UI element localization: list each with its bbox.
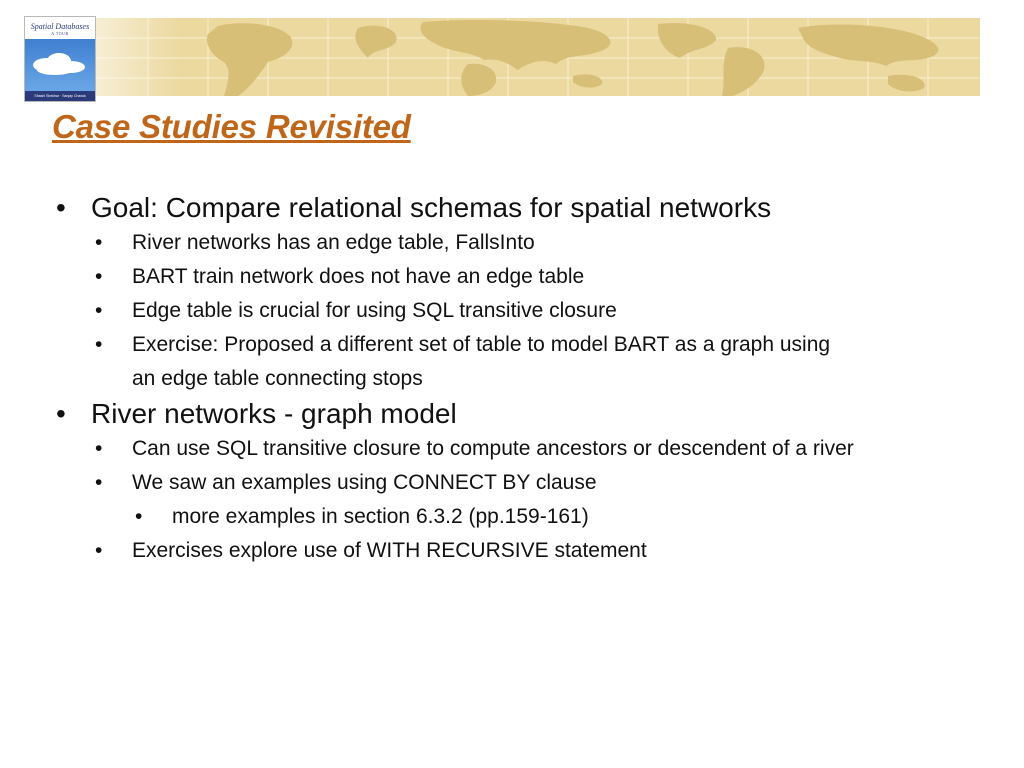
sub-bullet-item <box>0 294 1024 328</box>
bullet-glyph: • <box>95 231 103 254</box>
cover-subtitle: A TOUR <box>51 31 69 36</box>
bullet-text: River networks - graph model <box>91 398 457 429</box>
sub-sub-bullet-text: more examples in section 6.3.2 (pp.159-161) <box>172 505 589 528</box>
cover-authors: Shashi Shekhar · Sanjay Chawla <box>34 94 86 98</box>
cover-title: Spatial Databases <box>30 22 90 31</box>
sub-bullet-item <box>0 466 1024 500</box>
header-map-banner <box>28 18 980 96</box>
sub-bullet-text: We saw an examples using CONNECT BY clause <box>132 471 597 494</box>
bullet-item <box>0 396 1024 432</box>
slide-title: Case Studies Revisited <box>52 108 411 145</box>
sub-bullet-item <box>0 534 1024 568</box>
bullet-glyph: • <box>56 192 66 223</box>
sub-bullet-text: Exercise: Proposed a different set of table to model BART as a graph using <box>132 333 831 356</box>
bullet-text: Goal: Compare relational schemas for spatial networks <box>91 192 772 223</box>
sub-bullet-continuation <box>0 362 1024 396</box>
sub-bullet-item <box>0 328 1024 362</box>
bullet-glyph: • <box>135 505 143 528</box>
world-map-graphic <box>28 18 980 96</box>
bullet-glyph: • <box>95 299 103 322</box>
sub-bullet-text: Can use SQL transitive closure to compute ancestors or descendent of a river <box>132 437 854 460</box>
bullet-glyph: • <box>56 398 66 429</box>
sub-bullet-text: Edge table is crucial for using SQL transitive closure <box>132 299 617 322</box>
sub-bullet-item <box>0 432 1024 466</box>
sub-bullet-text: River networks has an edge table, FallsInto <box>132 231 535 254</box>
bullet-glyph: • <box>95 539 103 562</box>
sub-bullet-text: BART train network does not have an edge table <box>132 265 585 288</box>
sub-bullet-item <box>0 226 1024 260</box>
bullet-glyph: • <box>95 265 103 288</box>
bullet-glyph: • <box>95 333 103 356</box>
sub-bullet-text: Exercises explore use of WITH RECURSIVE statement <box>132 539 647 562</box>
bullet-glyph: • <box>95 471 103 494</box>
sub-bullet-text: an edge table connecting stops <box>132 367 423 390</box>
book-cover-thumbnail <box>24 16 96 102</box>
sub-bullet-item <box>0 260 1024 294</box>
slide-body <box>0 190 1024 568</box>
bullet-item <box>0 190 1024 226</box>
bullet-glyph: • <box>95 437 103 460</box>
sub-sub-bullet-item <box>0 500 1024 534</box>
